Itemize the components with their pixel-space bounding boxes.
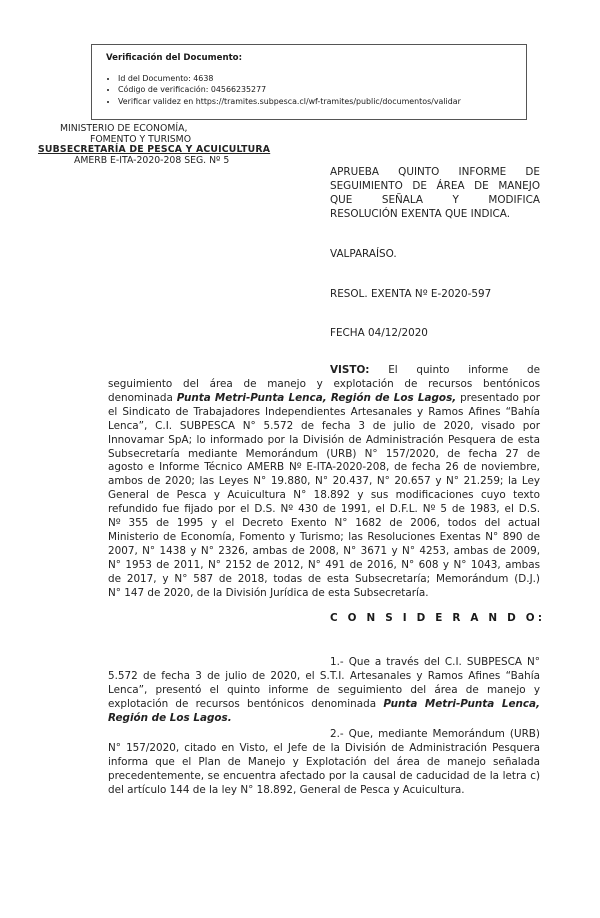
document-id: • Id del Documento: 4638	[118, 73, 526, 84]
visto-line: Innovamar SpA; lo informado por la División de Administración Pesquera de esta	[108, 433, 540, 446]
visto-line: el Sindicato de Trabajadores Independientes Artesanales y Ramos Afines “Bahía	[108, 405, 540, 418]
visto-line: N° 147 de 2020, de la División Jurídica de esta Subsecretaría.	[108, 586, 429, 599]
verification-url[interactable]: • Verificar validez en https://tramites.subpesca.cl/wf-tramites/public/documentos/validar	[118, 96, 526, 107]
visto-line: seguimiento del área de manejo y explotación de recursos bentónicos	[108, 378, 540, 390]
considerando-1	[108, 670, 540, 726]
visto-line: refundido fue fijado por el D.S. Nº 430 de 1991, el D.F.L. Nº 5 de 1983, el D.S.	[108, 503, 540, 516]
visto-line: de 2017, y N° 587 de 2018, todas de esta Subsecretaría; Memorándum (D.J.)	[108, 572, 540, 585]
subject-line: SEGUIMIENTO DE ÁREA DE MANEJO	[330, 179, 540, 192]
verification-box	[91, 44, 527, 120]
considerando-line: del artículo 144 de la ley N° 18.892, General de Pesca y Acuicultura.	[108, 783, 465, 796]
verification-code: • Código de verificación: 04566235277	[118, 84, 526, 95]
considerando-line: informa que el Plan de Manejo y Explotación del área de manejo señalada	[108, 755, 540, 768]
visto-line: 2007, N° 1438 y N° 2326, ambas de 2008, N° 3671 y N° 4253, ambas de 2009,	[108, 544, 540, 557]
city: VALPARAÍSO.	[330, 248, 397, 260]
visto-line: Ministerio de Economía, Fomento y Turismo; las Resoluciones Exentas N° 890 de	[108, 530, 540, 543]
verification-list	[106, 73, 526, 107]
considerando-line: 5.572 de fecha 3 de julio de 2020, el S.T.I. Artesanales y Ramos Afines “Bahía	[108, 670, 540, 682]
considerando-heading: C O N S I D E R A N D O:	[330, 612, 546, 624]
visto-line: Subsecretaría mediante Memorándum (URB) N° 157/2020, de fecha 27 de	[108, 447, 540, 460]
visto-line: General de Pesca y Acuicultura N° 18.892 y sus modificaciones cuyo texto	[108, 489, 540, 502]
visto-line: ambos de 2020; las Leyes N° 19.880, N° 20.437, N° 20.657 y N° 21.259; la Ley	[108, 475, 540, 488]
considerando-line: N° 157/2020, citado en Visto, el Jefe de la División de Administración Pesquera	[108, 742, 540, 754]
area-name: Punta Metri-Punta Lenca, Región de Los Lagos,	[176, 391, 457, 404]
considerando-1-first: 1.- Que a través del C.I. SUBPESCA N°	[330, 656, 540, 668]
resolution-date: FECHA 04/12/2020	[330, 327, 428, 339]
considerando-line: Región de Los Lagos.	[108, 711, 232, 724]
visto-line: agosto e Informe Técnico AMERB Nº E-ITA-2020-208, de fecha 26 de noviembre,	[108, 461, 540, 474]
verification-title: Verificación del Documento:	[106, 53, 243, 63]
resolution-number: RESOL. EXENTA Nº E-2020-597	[330, 288, 492, 300]
ministry-line1: MINISTERIO DE ECONOMÍA,	[60, 123, 188, 134]
resolution-subject	[330, 166, 540, 222]
considerando-2	[108, 742, 540, 798]
visto-paragraph	[108, 378, 540, 601]
visto-line: Nº 355 de 1995 y el Decreto Exento N° 1682 de 2006, todos del actual	[108, 517, 540, 530]
subject-line: APRUEBA QUINTO INFORME DE	[330, 166, 540, 178]
visto-line: N° 1953 de 2011, N° 2152 de 2012, N° 491 de 2016, N° 608 y N° 1043, ambas	[108, 558, 540, 571]
visto-first-line	[330, 364, 540, 378]
considerando-line: Lenca”, presentó el quinto informe de seguimiento del área de manejo y	[108, 683, 540, 696]
considerando-2-first: 2.- Que, mediante Memorándum (URB)	[330, 728, 540, 740]
considerando-line: precedentemente, se encuentra afectado por la causal de caducidad de la letra c)	[108, 769, 540, 782]
visto-line: Lenca”, C.I. SUBPESCA N° 5.572 de fecha 3 de julio de 2020, visado por	[108, 419, 540, 432]
considerando-line: explotación de recursos bentónicos denominada Punta Metri-Punta Lenca,	[108, 697, 541, 710]
visto-first-rest: El quinto informe de	[388, 364, 540, 376]
visto-line: denominada Punta Metri-Punta Lenca, Región de Los Lagos, presentado por	[108, 391, 540, 404]
subject-line: RESOLUCIÓN EXENTA QUE INDICA.	[330, 207, 511, 220]
subsecretaria-title: SUBSECRETARÍA DE PESCA Y ACUICULTURA	[38, 144, 271, 155]
reference-code: AMERB E-ITA-2020-208 SEG. Nº 5	[74, 155, 230, 166]
ministry-line2: FOMENTO Y TURISMO	[90, 134, 192, 145]
subject-line: QUE SEÑALA Y MODIFICA	[330, 193, 540, 206]
visto-label: VISTO:	[330, 364, 370, 376]
